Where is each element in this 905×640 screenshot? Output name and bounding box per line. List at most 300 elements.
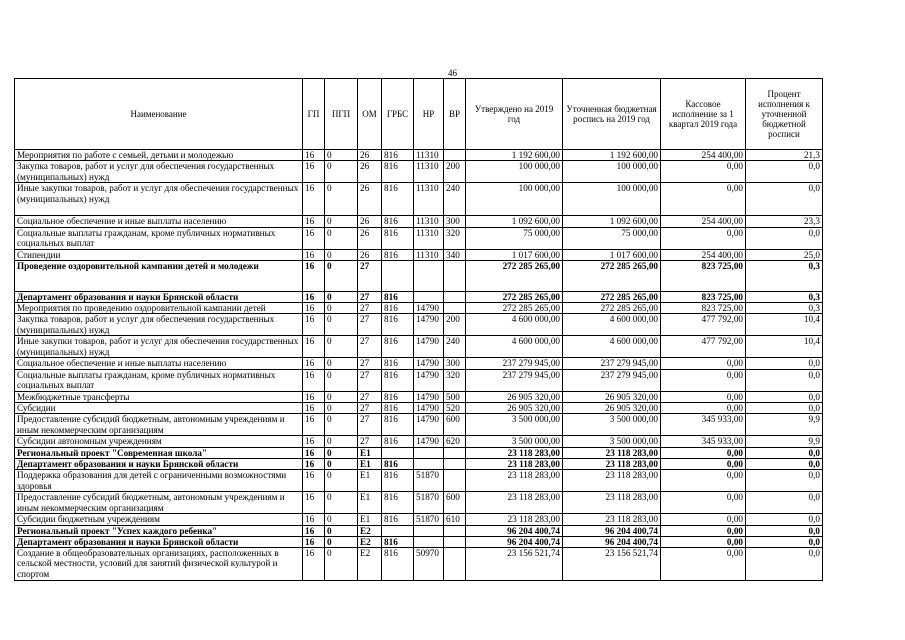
cell-name: Департамент образования и науки Брянской области: [15, 536, 303, 547]
cell-name: Департамент образования и науки Брянской области: [15, 291, 303, 302]
cell-revised: 100 000,00: [563, 183, 661, 216]
cell-cash: 0,00: [661, 183, 746, 216]
cell-revised: 100 000,00: [563, 161, 661, 183]
cell-pgp: 0: [325, 548, 358, 581]
header-vr: ВР: [444, 79, 466, 150]
cell-cash: 0,00: [661, 525, 746, 536]
cell-om: 27: [358, 291, 382, 302]
cell-approved: 100 000,00: [466, 161, 563, 183]
cell-revised: 1 192 600,00: [563, 150, 661, 161]
cell-gp: 16: [303, 260, 325, 291]
cell-percent: 23,3: [746, 216, 823, 227]
table-row: [15, 548, 823, 581]
cell-grbs: 816: [382, 314, 414, 336]
cell-grbs: 816: [382, 458, 414, 469]
cell-vr: 300: [444, 358, 466, 369]
cell-pgp: 0: [325, 436, 358, 447]
cell-np: [414, 260, 444, 291]
cell-name: Субсидии автономным учреждениям: [15, 436, 303, 447]
cell-cash: 0,00: [661, 391, 746, 402]
table-row: [15, 391, 823, 402]
cell-percent: 0,0: [746, 183, 823, 216]
table-row: [15, 249, 823, 260]
cell-percent: 0,0: [746, 447, 823, 458]
table-row: [15, 369, 823, 391]
cell-name: Создание в общеобразовательных организациях, расположенных в сельской местности, условий для занятий физической культурой и спортом: [15, 548, 303, 581]
cell-cash: 0,00: [661, 458, 746, 469]
cell-gp: 16: [303, 336, 325, 358]
cell-gp: 16: [303, 358, 325, 369]
cell-np: 14790: [414, 358, 444, 369]
cell-pgp: 0: [325, 336, 358, 358]
cell-name: Социальные выплаты гражданам, кроме публичных нормативных социальных выплат: [15, 227, 303, 249]
cell-revised: 75 000,00: [563, 227, 661, 249]
cell-approved: 26 905 320,00: [466, 391, 563, 402]
cell-percent: 9,9: [746, 436, 823, 447]
cell-vr: [444, 548, 466, 581]
cell-name: Социальные выплаты гражданам, кроме публичных нормативных социальных выплат: [15, 369, 303, 391]
cell-pgp: 0: [325, 161, 358, 183]
cell-approved: 23 118 283,00: [466, 514, 563, 525]
cell-revised: 3 500 000,00: [563, 436, 661, 447]
cell-vr: [444, 447, 466, 458]
table-row: [15, 358, 823, 369]
cell-name: Социальное обеспечение и иные выплаты населению: [15, 216, 303, 227]
cell-om: 26: [358, 227, 382, 249]
cell-revised: 4 600 000,00: [563, 314, 661, 336]
cell-approved: 23 156 521,74: [466, 548, 563, 581]
cell-vr: 240: [444, 336, 466, 358]
cell-percent: 0,0: [746, 470, 823, 492]
cell-name: Мероприятия по проведению оздоровительной кампании детей: [15, 303, 303, 314]
cell-np: 14790: [414, 391, 444, 402]
cell-pgp: 0: [325, 492, 358, 514]
cell-gp: 16: [303, 216, 325, 227]
cell-np: 11310: [414, 249, 444, 260]
cell-percent: 0,0: [746, 403, 823, 414]
cell-revised: 23 118 283,00: [563, 458, 661, 469]
cell-name: Межбюджетные трансферты: [15, 391, 303, 402]
cell-name: Иные закупки товаров, работ и услуг для обеспечения государственных (муниципальных) нужд: [15, 183, 303, 216]
cell-percent: 0,0: [746, 358, 823, 369]
cell-approved: 1 192 600,00: [466, 150, 563, 161]
cell-gp: 16: [303, 150, 325, 161]
cell-np: 14790: [414, 336, 444, 358]
cell-om: 27: [358, 336, 382, 358]
cell-cash: 0,00: [661, 514, 746, 525]
cell-np: 14790: [414, 436, 444, 447]
table-row: [15, 458, 823, 469]
table-row: [15, 436, 823, 447]
table-row: [15, 227, 823, 249]
cell-revised: 3 500 000,00: [563, 414, 661, 436]
cell-grbs: 816: [382, 336, 414, 358]
cell-approved: 23 118 283,00: [466, 492, 563, 514]
cell-om: E2: [358, 548, 382, 581]
page-number: 46: [448, 68, 457, 78]
cell-np: [414, 291, 444, 302]
cell-cash: 823 725,00: [661, 303, 746, 314]
cell-approved: 272 285 265,00: [466, 291, 563, 302]
header-gp: ГП: [303, 79, 325, 150]
cell-pgp: 0: [325, 525, 358, 536]
cell-om: E2: [358, 525, 382, 536]
header-name: Наименование: [15, 79, 303, 150]
cell-om: 27: [358, 436, 382, 447]
table-row: [15, 216, 823, 227]
cell-np: 51870: [414, 514, 444, 525]
cell-percent: 0,0: [746, 369, 823, 391]
cell-pgp: 0: [325, 249, 358, 260]
cell-pgp: 0: [325, 369, 358, 391]
cell-np: 14790: [414, 303, 444, 314]
table-row: [15, 150, 823, 161]
cell-vr: 600: [444, 492, 466, 514]
table-row: [15, 470, 823, 492]
cell-cash: 823 725,00: [661, 260, 746, 291]
cell-pgp: 0: [325, 458, 358, 469]
cell-pgp: 0: [325, 470, 358, 492]
cell-gp: 16: [303, 249, 325, 260]
cell-cash: 0,00: [661, 369, 746, 391]
cell-gp: 16: [303, 391, 325, 402]
cell-pgp: 0: [325, 314, 358, 336]
cell-percent: 0,0: [746, 525, 823, 536]
cell-percent: 0,3: [746, 260, 823, 291]
cell-cash: 0,00: [661, 403, 746, 414]
cell-name: Мероприятия по работе с семьей, детьми и молодежью: [15, 150, 303, 161]
cell-grbs: 816: [382, 369, 414, 391]
cell-revised: 237 279 945,00: [563, 369, 661, 391]
cell-cash: 345 933,00: [661, 436, 746, 447]
cell-np: 11310: [414, 150, 444, 161]
cell-cash: 477 792,00: [661, 314, 746, 336]
cell-gp: 16: [303, 291, 325, 302]
cell-cash: 0,00: [661, 548, 746, 581]
table-row: [15, 492, 823, 514]
cell-np: [414, 458, 444, 469]
cell-vr: 300: [444, 216, 466, 227]
cell-om: E1: [358, 458, 382, 469]
cell-vr: 240: [444, 183, 466, 216]
cell-om: 27: [358, 260, 382, 291]
cell-gp: 16: [303, 369, 325, 391]
cell-vr: 200: [444, 314, 466, 336]
cell-revised: 272 285 265,00: [563, 303, 661, 314]
cell-name: Иные закупки товаров, работ и услуг для обеспечения государственных (муниципальных) нужд: [15, 336, 303, 358]
cell-grbs: 816: [382, 470, 414, 492]
cell-cash: 0,00: [661, 161, 746, 183]
header-grbs: ГРБС: [382, 79, 414, 150]
table-row: [15, 260, 823, 291]
table-row: [15, 447, 823, 458]
cell-percent: 0,3: [746, 291, 823, 302]
cell-name: Стипендии: [15, 249, 303, 260]
cell-approved: 23 118 283,00: [466, 470, 563, 492]
cell-grbs: 816: [382, 161, 414, 183]
cell-approved: 26 905 320,00: [466, 403, 563, 414]
cell-pgp: 0: [325, 183, 358, 216]
cell-approved: 1 092 600,00: [466, 216, 563, 227]
cell-np: [414, 525, 444, 536]
table-row: [15, 403, 823, 414]
cell-name: Субсидии бюджетным учреждениям: [15, 514, 303, 525]
header-percent: Процент исполнения к уточненной бюджетной росписи: [746, 79, 823, 150]
cell-approved: 272 285 265,00: [466, 260, 563, 291]
cell-gp: 16: [303, 303, 325, 314]
cell-grbs: 816: [382, 391, 414, 402]
cell-approved: 23 118 283,00: [466, 458, 563, 469]
cell-approved: 96 204 400,74: [466, 536, 563, 547]
table-row: [15, 183, 823, 216]
cell-grbs: 816: [382, 216, 414, 227]
cell-np: 11310: [414, 183, 444, 216]
cell-cash: 0,00: [661, 536, 746, 547]
cell-gp: 16: [303, 525, 325, 536]
cell-grbs: [382, 525, 414, 536]
cell-vr: 320: [444, 227, 466, 249]
cell-vr: [444, 303, 466, 314]
cell-grbs: 816: [382, 436, 414, 447]
cell-approved: 4 600 000,00: [466, 336, 563, 358]
cell-percent: 10,4: [746, 336, 823, 358]
cell-revised: 23 118 283,00: [563, 470, 661, 492]
cell-cash: 0,00: [661, 470, 746, 492]
cell-gp: 16: [303, 447, 325, 458]
cell-om: E2: [358, 536, 382, 547]
cell-approved: 3 500 000,00: [466, 414, 563, 436]
cell-vr: [444, 291, 466, 302]
table-row: [15, 303, 823, 314]
cell-grbs: 816: [382, 150, 414, 161]
cell-vr: [444, 150, 466, 161]
cell-np: 11310: [414, 227, 444, 249]
cell-approved: 75 000,00: [466, 227, 563, 249]
cell-gp: 16: [303, 227, 325, 249]
cell-vr: 320: [444, 369, 466, 391]
cell-gp: 16: [303, 436, 325, 447]
cell-cash: 254 400,00: [661, 216, 746, 227]
cell-revised: 26 905 320,00: [563, 403, 661, 414]
cell-revised: 272 285 265,00: [563, 291, 661, 302]
budget-table: [14, 78, 823, 581]
cell-om: 26: [358, 249, 382, 260]
cell-pgp: 0: [325, 227, 358, 249]
cell-gp: 16: [303, 183, 325, 216]
cell-percent: 0,0: [746, 458, 823, 469]
cell-gp: 16: [303, 414, 325, 436]
cell-grbs: 816: [382, 291, 414, 302]
cell-cash: 345 933,00: [661, 414, 746, 436]
cell-name: Региональный проект "Успех каждого ребенка": [15, 525, 303, 536]
cell-om: 26: [358, 150, 382, 161]
cell-gp: 16: [303, 492, 325, 514]
header-om: ОМ: [358, 79, 382, 150]
cell-cash: 823 725,00: [661, 291, 746, 302]
cell-om: 27: [358, 369, 382, 391]
cell-om: 26: [358, 216, 382, 227]
header-approved: Утверждено на 2019 год: [466, 79, 563, 150]
cell-percent: 0,0: [746, 227, 823, 249]
cell-revised: 23 118 283,00: [563, 514, 661, 525]
cell-name: Субсидии: [15, 403, 303, 414]
cell-approved: 237 279 945,00: [466, 358, 563, 369]
cell-pgp: 0: [325, 150, 358, 161]
cell-approved: 23 118 283,00: [466, 447, 563, 458]
header-np: НР: [414, 79, 444, 150]
cell-grbs: 816: [382, 492, 414, 514]
cell-revised: 23 156 521,74: [563, 548, 661, 581]
cell-cash: 477 792,00: [661, 336, 746, 358]
cell-revised: 1 092 600,00: [563, 216, 661, 227]
cell-grbs: 816: [382, 358, 414, 369]
cell-pgp: 0: [325, 303, 358, 314]
cell-cash: 254 400,00: [661, 249, 746, 260]
cell-pgp: 0: [325, 260, 358, 291]
cell-name: Предоставление субсидий бюджетным, автономным учреждениям и иным некоммерческим организациям: [15, 492, 303, 514]
cell-name: Поддержка образования для детей с ограниченными возможностями здоровья: [15, 470, 303, 492]
cell-vr: [444, 458, 466, 469]
cell-np: 50970: [414, 548, 444, 581]
cell-revised: 272 285 265,00: [563, 260, 661, 291]
cell-grbs: 816: [382, 227, 414, 249]
cell-percent: 0,0: [746, 536, 823, 547]
cell-pgp: 0: [325, 414, 358, 436]
cell-om: 27: [358, 303, 382, 314]
cell-name: Региональный проект "Современная школа": [15, 447, 303, 458]
cell-om: 27: [358, 314, 382, 336]
cell-approved: 3 500 000,00: [466, 436, 563, 447]
cell-approved: 4 600 000,00: [466, 314, 563, 336]
cell-percent: 0,0: [746, 492, 823, 514]
cell-vr: [444, 260, 466, 291]
table-row: [15, 291, 823, 302]
cell-gp: 16: [303, 458, 325, 469]
cell-percent: 21,3: [746, 150, 823, 161]
cell-om: E1: [358, 470, 382, 492]
cell-np: [414, 536, 444, 547]
cell-gp: 16: [303, 161, 325, 183]
cell-grbs: 816: [382, 303, 414, 314]
cell-om: 27: [358, 403, 382, 414]
header-pgp: ПГП: [325, 79, 358, 150]
cell-vr: [444, 470, 466, 492]
cell-vr: 600: [444, 414, 466, 436]
cell-om: 27: [358, 414, 382, 436]
cell-grbs: 816: [382, 403, 414, 414]
table-row: [15, 514, 823, 525]
cell-vr: 340: [444, 249, 466, 260]
cell-revised: 96 204 400,74: [563, 525, 661, 536]
cell-vr: 610: [444, 514, 466, 525]
cell-grbs: 816: [382, 183, 414, 216]
cell-approved: 237 279 945,00: [466, 369, 563, 391]
cell-vr: [444, 536, 466, 547]
cell-revised: 1 017 600,00: [563, 249, 661, 260]
table-row: [15, 161, 823, 183]
cell-np: 14790: [414, 314, 444, 336]
cell-cash: 0,00: [661, 492, 746, 514]
cell-name: Проведение оздоровительной кампании детей и молодежи: [15, 260, 303, 291]
cell-name: Департамент образования и науки Брянской области: [15, 458, 303, 469]
header-cash: Кассовое исполнение за 1 квартал 2019 года: [661, 79, 746, 150]
cell-percent: 0,0: [746, 514, 823, 525]
cell-om: 27: [358, 358, 382, 369]
cell-om: E1: [358, 514, 382, 525]
cell-name: Закупка товаров, работ и услуг для обеспечения государственных (муниципальных) нужд: [15, 314, 303, 336]
cell-percent: 0,0: [746, 548, 823, 581]
cell-np: 11310: [414, 216, 444, 227]
table-row: [15, 336, 823, 358]
cell-np: 14790: [414, 369, 444, 391]
cell-cash: 0,00: [661, 358, 746, 369]
cell-gp: 16: [303, 314, 325, 336]
cell-np: 14790: [414, 414, 444, 436]
table-row: [15, 414, 823, 436]
cell-gp: 16: [303, 403, 325, 414]
cell-gp: 16: [303, 536, 325, 547]
cell-cash: 0,00: [661, 447, 746, 458]
cell-vr: 620: [444, 436, 466, 447]
cell-pgp: 0: [325, 447, 358, 458]
cell-name: Предоставление субсидий бюджетным, автономным учреждениям и иным некоммерческим организациям: [15, 414, 303, 436]
cell-cash: 254 400,00: [661, 150, 746, 161]
cell-revised: 96 204 400,74: [563, 536, 661, 547]
cell-pgp: 0: [325, 391, 358, 402]
cell-grbs: 816: [382, 514, 414, 525]
cell-revised: 4 600 000,00: [563, 336, 661, 358]
cell-vr: 500: [444, 391, 466, 402]
cell-percent: 0,0: [746, 161, 823, 183]
cell-pgp: 0: [325, 291, 358, 302]
cell-grbs: [382, 447, 414, 458]
cell-grbs: 816: [382, 548, 414, 581]
cell-pgp: 0: [325, 403, 358, 414]
cell-vr: [444, 525, 466, 536]
cell-revised: 23 118 283,00: [563, 447, 661, 458]
cell-om: 26: [358, 183, 382, 216]
cell-name: Социальное обеспечение и иные выплаты населению: [15, 358, 303, 369]
cell-percent: 0,0: [746, 391, 823, 402]
cell-pgp: 0: [325, 358, 358, 369]
table-row: [15, 536, 823, 547]
cell-grbs: 816: [382, 414, 414, 436]
cell-np: 11310: [414, 161, 444, 183]
cell-approved: 96 204 400,74: [466, 525, 563, 536]
cell-gp: 16: [303, 514, 325, 525]
cell-np: [414, 447, 444, 458]
cell-vr: 200: [444, 161, 466, 183]
cell-percent: 25,0: [746, 249, 823, 260]
cell-percent: 0,3: [746, 303, 823, 314]
cell-name: Закупка товаров, работ и услуг для обеспечения государственных (муниципальных) нужд: [15, 161, 303, 183]
header-revised: Уточненная бюджетная роспись на 2019 год: [563, 79, 661, 150]
cell-np: 14790: [414, 403, 444, 414]
cell-cash: 0,00: [661, 227, 746, 249]
cell-percent: 10,4: [746, 314, 823, 336]
table-row: [15, 314, 823, 336]
table-row: [15, 525, 823, 536]
cell-grbs: 816: [382, 249, 414, 260]
cell-pgp: 0: [325, 536, 358, 547]
cell-pgp: 0: [325, 216, 358, 227]
cell-np: 51870: [414, 470, 444, 492]
cell-approved: 100 000,00: [466, 183, 563, 216]
cell-np: 51870: [414, 492, 444, 514]
cell-approved: 1 017 600,00: [466, 249, 563, 260]
table-header-row: [15, 79, 823, 150]
cell-gp: 16: [303, 470, 325, 492]
